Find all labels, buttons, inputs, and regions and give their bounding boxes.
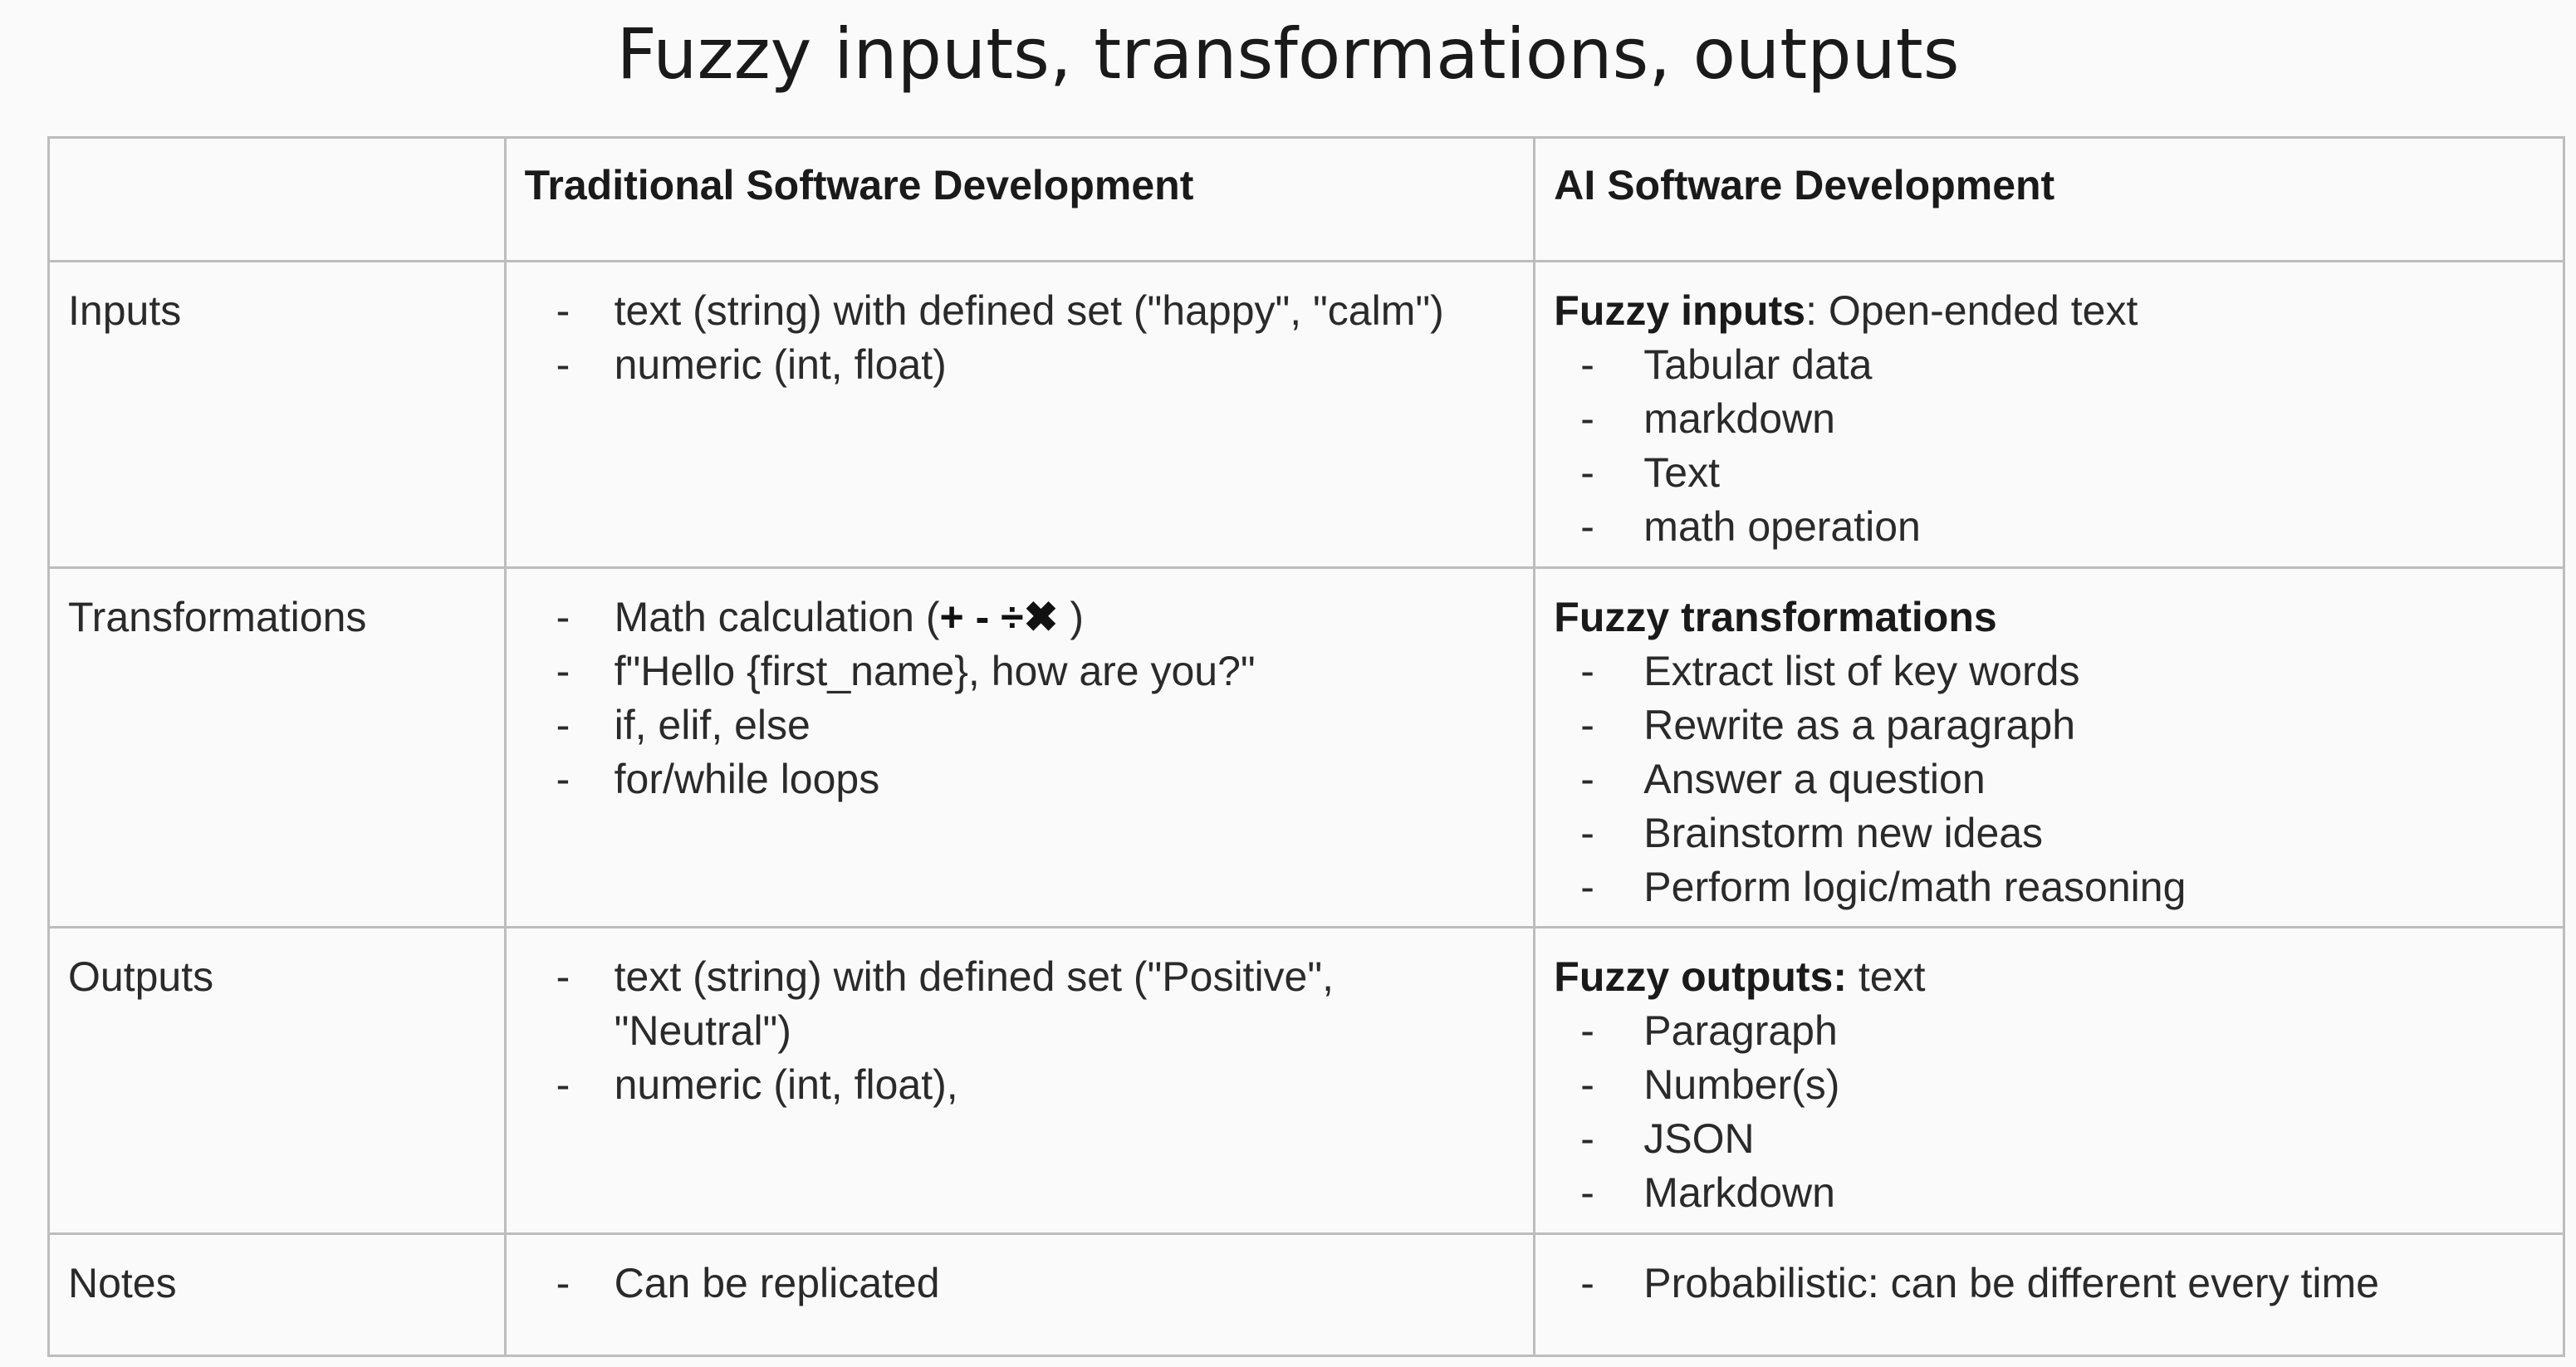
ai-cell-transformations bbox=[1535, 568, 2564, 928]
list-item: - math operation bbox=[1580, 503, 1921, 550]
list-item: - Paragraph bbox=[1580, 1007, 1838, 1054]
row-label-cell bbox=[49, 928, 506, 1234]
comparison-table bbox=[47, 136, 2565, 1357]
ai-list-inputs bbox=[1580, 338, 2546, 554]
ai-cell-outputs bbox=[1535, 928, 2564, 1234]
fuzzy-heading-inputs: Fuzzy inputs: Open-ended text bbox=[1554, 287, 2138, 334]
list-item: - f"Hello {first_name}, how are you?" bbox=[556, 648, 1256, 694]
ai-list-transformations bbox=[1580, 644, 2546, 914]
list-item: - text (string) with defined set ("happy", "calm") bbox=[556, 287, 1444, 334]
traditional-cell-notes bbox=[505, 1234, 1535, 1356]
table-row-transformations bbox=[49, 568, 2564, 928]
list-item: - JSON bbox=[1580, 1115, 1755, 1162]
list-item: - Probabilistic: can be different every time bbox=[1580, 1260, 2379, 1306]
table-row-notes bbox=[49, 1234, 2564, 1356]
list-item: - Markdown bbox=[1580, 1169, 1835, 1216]
list-item: - Rewrite as a paragraph bbox=[1580, 702, 2076, 748]
header-traditional-cell bbox=[505, 138, 1535, 262]
traditional-cell-transformations bbox=[505, 568, 1535, 928]
header-traditional: Traditional Software Development bbox=[524, 162, 1194, 208]
math-operators-icon: + - ÷✖ bbox=[939, 594, 1059, 640]
list-item: - Brainstorm new ideas bbox=[1580, 810, 2044, 856]
list-item: - for/while loops bbox=[556, 756, 880, 802]
list-item: - markdown bbox=[1580, 395, 1835, 442]
traditional-cell-outputs bbox=[505, 928, 1535, 1234]
header-ai-cell bbox=[1535, 138, 2564, 262]
ai-cell-notes bbox=[1535, 1234, 2564, 1356]
fuzzy-heading-transformations: Fuzzy transformations bbox=[1554, 594, 1997, 640]
list-item: - Perform logic/math reasoning bbox=[1580, 864, 2187, 910]
traditional-cell-inputs bbox=[505, 262, 1535, 568]
row-label-cell bbox=[49, 262, 506, 568]
row-label-transformations: Transformations bbox=[68, 594, 367, 640]
row-label-notes: Notes bbox=[68, 1260, 177, 1306]
slide-title: Fuzzy inputs, transformations, outputs bbox=[616, 13, 1960, 95]
table-row-inputs bbox=[49, 262, 2564, 568]
list-item: - Answer a question bbox=[1580, 756, 1986, 802]
list-item: - Extract list of key words bbox=[1580, 648, 2080, 694]
list-item: - numeric (int, float) bbox=[556, 341, 947, 388]
list-item: - Can be replicated bbox=[556, 1260, 940, 1306]
traditional-list-inputs bbox=[556, 284, 1517, 392]
ai-list-notes bbox=[1580, 1257, 2546, 1311]
ai-cell-inputs bbox=[1535, 262, 2564, 568]
ai-list-outputs bbox=[1580, 1004, 2546, 1220]
header-ai: AI Software Development bbox=[1554, 162, 2055, 208]
traditional-list-outputs bbox=[556, 950, 1517, 1112]
list-item: - Text bbox=[1580, 449, 1720, 496]
header-corner-text bbox=[50, 139, 504, 159]
traditional-list-notes bbox=[556, 1257, 1517, 1311]
list-item: - Math calculation (+ - ÷✖ ) bbox=[556, 594, 1084, 640]
row-label-inputs: Inputs bbox=[68, 287, 182, 334]
row-label-outputs: Outputs bbox=[68, 953, 214, 1000]
table-row-outputs bbox=[49, 928, 2564, 1234]
fuzzy-heading-outputs: Fuzzy outputs: text bbox=[1554, 953, 1926, 1000]
list-item: - numeric (int, float), bbox=[556, 1061, 958, 1108]
header-corner-cell bbox=[49, 138, 506, 262]
list-item: - if, elif, else bbox=[556, 702, 811, 748]
list-item: - text (string) with defined set ("Positive", "Neutral") bbox=[556, 953, 1335, 1054]
traditional-list-transformations bbox=[556, 590, 1517, 806]
row-label-cell bbox=[49, 568, 506, 928]
list-item: - Number(s) bbox=[1580, 1061, 1840, 1108]
table-header-row bbox=[49, 138, 2564, 262]
row-label-cell bbox=[49, 1234, 506, 1356]
list-item: - Tabular data bbox=[1580, 341, 1873, 388]
